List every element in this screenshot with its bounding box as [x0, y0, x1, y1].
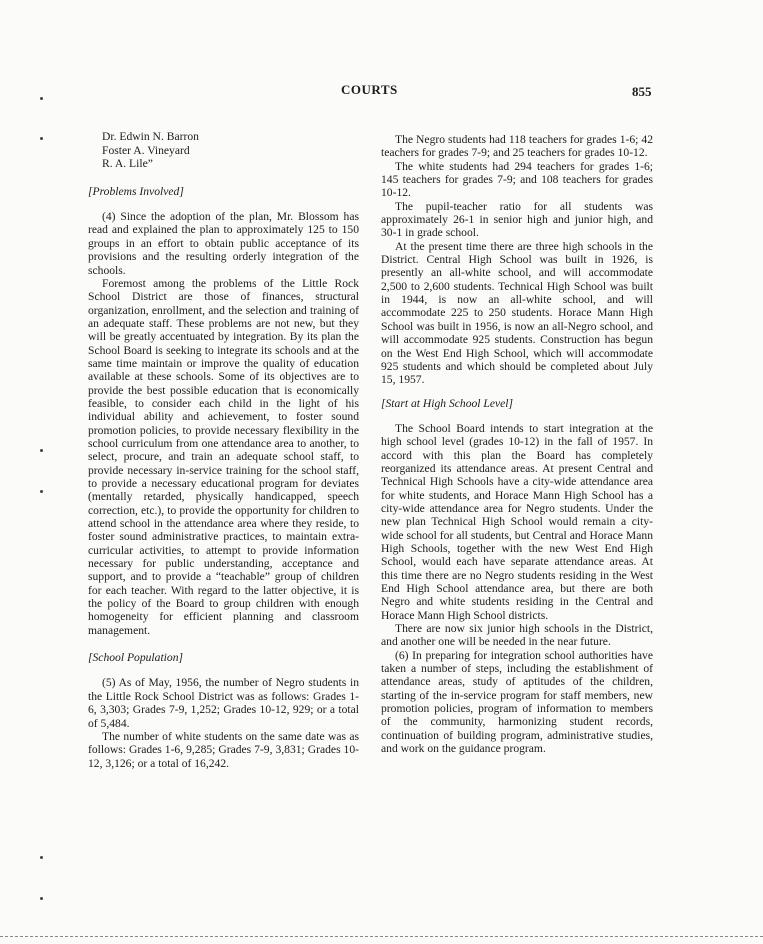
signer-name: Dr. Edwin N. Barron — [102, 130, 199, 143]
margin-speck — [40, 137, 43, 140]
section-heading-population: [School Population] — [88, 651, 184, 665]
margin-speck — [40, 490, 43, 493]
page-number: 855 — [632, 84, 652, 99]
section-heading-start: [Start at High School Level] — [381, 396, 514, 410]
paragraph-white-students: The number of white students on the same date was as follows: Grades 1-6, 9,285; Grades 7-9, 3,831; Grades 10-12, 3,126; or a total of 16,242. — [88, 729, 359, 770]
signer-name: Foster A. Vineyard — [102, 143, 190, 157]
signature-block — [102, 130, 359, 171]
left-column — [88, 130, 359, 770]
paragraph-negro-teachers: The Negro students had 118 teachers for grades 1-6; 42 teachers for grades 7-9; and 25 teachers for grades 10-12. — [381, 133, 653, 160]
paragraph-5: (5) As of May, 1956, the number of Negro students in the Little Rock School District was as follows: Grades 1-6, 3,303; Grades 7-9, 1,252; Grades 10-12, 929; or a total of 5,484. — [88, 676, 359, 730]
paragraph-white-teachers: The white students had 294 teachers for grades 1-6; 145 teachers for grades 7-9; and 108 teachers for grades 10-12. — [381, 159, 653, 200]
paragraph-start-integration: The School Board intends to start integration at the high school level (grades 10-12) in the fall of 1957. In accord with this plan the Board has completely reorganized its attendance areas. At present Central and Technical High Schools have a city-wide attendance area for white students, and Horace Mann High School has a city-wide attendance area for Negro students. Under the new plan Technical High School would remain a city-wide school for all students, but Central and Horace Mann High Schools, together with the new West End High School, would each have separate attendance areas. At this time there are no Negro students residing in the West End High School attendance area, but there are both Negro and white students residing in the Central and Horace Mann High School districts. — [381, 421, 653, 622]
margin-speck — [40, 449, 43, 452]
paragraph-foremost: Foremost among the problems of the Little Rock School District are those of finances, structural organization, enrollment, and the selection and training of an adequate staff. These problems are not new, but they will be greatly accentuated by integration. By its plan the School Board is seeking to integrate its schools and at the same time maintain or improve the quality of education available at these schools. Some of its objectives are to provide the best possible education that is economically feasible, to consider each child in the light of his individual ability and achievement, to foster sound promotion policies, to provide necessary flexibility in the school curriculum from one attendance area to another, to select, procure, and train an adequate school staff, to provide necessary in-service training for the school staff, to provide a necessary educational program for deviates (mentally retarded, physically handicapped, speech correction, etc.), to provide the opportunity for children to attend school in the attendance area where they reside, to foster sound administrative practices, to maintain extra-curricular activities, to attempt to provide information necessary for public understanding, acceptance and support, and to provide a “teachable” group of children for each teacher. With regard to the latter objective, it is the policy of the Board to group children with enough homogeneity for efficient planning and classroom management. — [88, 276, 359, 637]
margin-speck — [40, 97, 43, 100]
paragraph-4: (4) Since the adoption of the plan, Mr. Blossom has read and explained the plan to approximately 125 to 150 groups in an effort to obtain public acceptance of its provisions and the resulting orderly integration of the schools. — [88, 210, 359, 277]
paragraph-junior-high: There are now six junior high schools in the District, and another one will be needed in the near future. — [381, 622, 653, 649]
margin-speck — [40, 897, 43, 900]
right-column — [381, 133, 653, 755]
paragraph-ratio: The pupil-teacher ratio for all students was approximately 26-1 in senior high and junior high, and 30-1 in grade school. — [381, 199, 653, 240]
signer-name: R. A. Lile” — [102, 157, 153, 171]
paragraph-6: (6) In preparing for integration school authorities have taken a number of steps, including the establishment of attendance areas, study of aptitudes of the children, starting of the in-service program for staff members, new promotion policies, program of information to members of the community, harmonizing student records, continuation of building program, administrative studies, and work on the guidance program. — [381, 648, 653, 756]
margin-speck — [40, 856, 43, 859]
section-heading-problems: [Problems Involved] — [88, 184, 184, 198]
paragraph-present-schools: At the present time there are three high schools in the District. Central High School was built in 1926, is presently an all-white school, and will accommodate 2,500 to 2,600 students. Technical High School was built in 1944, is now an all-white school, and will accommodate 225 to 250 students. Horace Mann High School was built in 1956, is now an all-Negro school, and will accommodate 925 students. Construction has begun on the West End High School, which will accommodate 925 students and which should be completed about July 15, 1957. — [381, 239, 653, 387]
bottom-scan-edge — [0, 936, 763, 937]
running-head: COURTS — [341, 82, 398, 97]
